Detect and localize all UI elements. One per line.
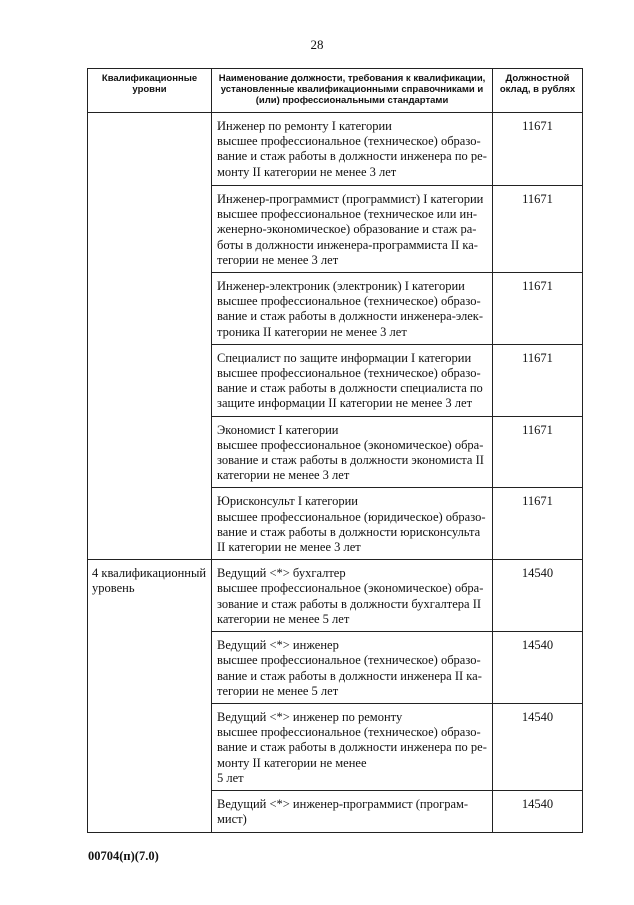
table-row (88, 113, 583, 186)
salary-cell: 14540 (493, 632, 583, 704)
salary-cell: 11671 (493, 113, 583, 186)
cell-text-line: высшее профессиональное (техническое) образо- (217, 725, 481, 740)
cell-text-line: высшее профессиональное (техническое или ин- (217, 207, 478, 222)
cell-text-line: вание и стаж работы в должности инженера II ка- (217, 668, 482, 683)
position-description-cell (212, 186, 493, 273)
position-description-cell (212, 560, 493, 632)
cell-text-line: высшее профессиональное (юридическое) образо- (217, 509, 486, 524)
header-qualification-levels: Квалификационные уровни (88, 69, 212, 113)
page-number: 28 (310, 37, 324, 52)
salary-cell: 11671 (493, 488, 583, 560)
position-description-cell (212, 791, 493, 833)
cell-text-line: зование и стаж работы в должности бухгалтера II (217, 596, 482, 611)
cell-text-line: зование и стаж работы в должности экономиста II (217, 453, 484, 468)
salary-cell: 14540 (493, 791, 583, 833)
position-description-cell (212, 344, 493, 416)
position-description-cell (212, 704, 493, 791)
position-description-cell (212, 416, 493, 488)
cell-text-line: Ведущий <*> инженер по ремонту (217, 710, 403, 725)
cell-text-line: Инженер-электроник (электроник) I категории (217, 279, 465, 294)
cell-text-line: 4 квалификационный (92, 566, 207, 581)
cell-text-line: троника II категории не менее 3 лет (217, 324, 407, 339)
cell-text-line: вание и стаж работы в должности инженера по ре- (217, 740, 487, 755)
cell-text-line: Ведущий <*> инженер (217, 638, 339, 653)
cell-text-line: мист) (217, 812, 247, 827)
cell-text-line: II категории не менее 3 лет (217, 540, 361, 555)
cell-text-line: вание и стаж работы в должности инженера по ре- (217, 149, 487, 164)
cell-text-line: вание и стаж работы в должности юрисконсульта (217, 524, 481, 539)
cell-text-line: тегории не менее 5 лет (217, 683, 339, 698)
cell-text-line: высшее профессиональное (экономическое) обра- (217, 437, 484, 452)
cell-text-line: Инженер по ремонту I категории (217, 119, 392, 133)
cell-text-line: категории не менее 3 лет (217, 468, 350, 483)
salary-cell: 14540 (493, 704, 583, 791)
cell-text-line: боты в должности инженера-программиста II ка- (217, 237, 478, 252)
salary-cell: 14540 (493, 560, 583, 632)
cell-text-line: вание и стаж работы в должности специалиста по (217, 381, 483, 396)
salary-cell: 11671 (493, 416, 583, 488)
qualification-level-cell (88, 560, 212, 833)
cell-text-line: 5 лет (217, 770, 244, 785)
cell-text-line: Специалист по защите информации I категории (217, 350, 472, 365)
cell-text-line: вание и стаж работы в должности инженера-элек- (217, 309, 484, 324)
table-row (88, 560, 583, 632)
header-salary: Должностной оклад, в рублях (493, 69, 583, 113)
cell-text-line: Ведущий <*> инженер-программист (програм- (217, 797, 469, 812)
cell-text-line: высшее профессиональное (техническое) образо- (217, 653, 481, 668)
cell-text-line: монту II категории не менее 3 лет (217, 164, 397, 179)
cell-text-line: женерно-экономическое) образование и стаж ра- (217, 222, 477, 237)
cell-text-line: тегории не менее 3 лет (217, 252, 339, 267)
table-body (88, 113, 583, 833)
position-description-cell (212, 113, 493, 186)
position-description-cell (212, 273, 493, 345)
cell-text-line: Юрисконсульт I категории (217, 494, 358, 509)
cell-text-line: высшее профессиональное (техническое) образо- (217, 366, 481, 381)
table-header-row (88, 69, 583, 113)
cell-text-line: Экономист I категории (217, 422, 339, 437)
cell-text-line: Ведущий <*> бухгалтер (217, 566, 346, 581)
qualification-level-cell (88, 113, 212, 560)
qualification-table (87, 68, 583, 833)
position-description-cell (212, 488, 493, 560)
cell-text-line: уровень (92, 581, 135, 596)
cell-text-line: защите информации II категории не менее 3 лет (217, 396, 473, 411)
salary-cell: 11671 (493, 344, 583, 416)
cell-text-line: высшее профессиональное (экономическое) обра- (217, 581, 484, 596)
position-description-cell (212, 632, 493, 704)
header-position-requirements: Наименование должности, требования к квалификации, установленные квалификационными справочниками и (или) профессиональными стандартами (212, 69, 493, 113)
cell-text-line: высшее профессиональное (техническое) образо- (217, 134, 481, 149)
salary-cell: 11671 (493, 186, 583, 273)
document-code: 00704(п)(7.0) (88, 849, 159, 863)
salary-cell: 11671 (493, 273, 583, 345)
cell-text-line: категории не менее 5 лет (217, 611, 350, 626)
cell-text-line: монту II категории не менее (217, 755, 367, 770)
cell-text-line: Инженер-программист (программист) I категории (217, 192, 484, 206)
cell-text-line: высшее профессиональное (техническое) образо- (217, 294, 481, 309)
